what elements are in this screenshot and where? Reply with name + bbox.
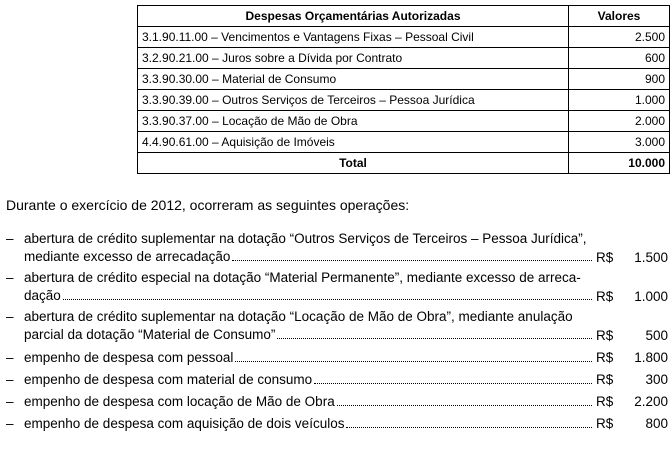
- row-description: 3.1.90.11.00 – Vencimentos e Vantagens Fixas – Pessoal Civil: [138, 27, 569, 48]
- row-description: 4.4.90.61.00 – Aquisição de Imóveis: [138, 132, 569, 153]
- row-value: 900: [569, 69, 670, 90]
- operation-line1: abertura de crédito suplementar na dotação “Locação de Mão de Obra”, mediante anulação: [24, 309, 573, 324]
- operation-line2: dação: [24, 288, 61, 303]
- dash-bullet: –: [6, 350, 14, 365]
- dash-bullet: –: [6, 309, 14, 324]
- operation-text: [24, 230, 594, 266]
- row-value: 2.500: [569, 27, 670, 48]
- operation-text: [24, 308, 594, 344]
- operation-amount: R$ 1.800: [596, 350, 668, 365]
- table-row: [138, 48, 670, 69]
- intro-text: Durante o exercício de 2012, ocorreram as seguintes operações:: [6, 197, 410, 213]
- dash-bullet: –: [6, 394, 14, 409]
- operation-line2: empenho de despesa com material de consumo: [24, 372, 313, 387]
- list-item: [0, 415, 672, 437]
- list-item: [0, 393, 672, 415]
- list-item: [0, 308, 672, 347]
- operation-amount: R$ 500: [596, 328, 668, 343]
- table-row: [138, 69, 670, 90]
- operation-line1: abertura de crédito especial na dotação “Material Permanente”, mediante excesso de arreca-: [24, 270, 581, 285]
- dot-leader: [63, 298, 592, 300]
- total-label: Total: [138, 153, 569, 174]
- operation-text: [24, 269, 594, 305]
- list-item: [0, 230, 672, 269]
- table-row: [138, 111, 670, 132]
- row-description: 3.3.90.39.00 – Outros Serviços de Terceiros – Pessoa Jurídica: [138, 90, 569, 111]
- dot-leader: [346, 426, 592, 428]
- list-item: [0, 371, 672, 393]
- operation-text: [24, 415, 594, 433]
- dash-bullet: –: [6, 270, 14, 285]
- table-row: [138, 27, 670, 48]
- operation-text: [24, 349, 594, 367]
- header-values: Valores: [569, 6, 670, 27]
- list-item: [0, 349, 672, 371]
- dash-bullet: –: [6, 372, 14, 387]
- row-description: 3.2.90.21.00 – Juros sobre a Dívida por Contrato: [138, 48, 569, 69]
- table-row: [138, 132, 670, 153]
- row-description: 3.3.90.37.00 – Locação de Mão de Obra: [138, 111, 569, 132]
- operation-line2: empenho de despesa com aquisição de dois veículos: [24, 416, 345, 431]
- operation-amount: R$ 1.500: [596, 250, 668, 265]
- budget-table: [137, 5, 670, 174]
- list-item: [0, 269, 672, 308]
- total-value: 10.000: [569, 153, 670, 174]
- operation-amount: R$ 1.000: [596, 289, 668, 304]
- row-value: 3.000: [569, 132, 670, 153]
- operation-amount: R$ 2.200: [596, 394, 668, 409]
- operation-text: [24, 371, 594, 389]
- operation-text: [24, 393, 594, 411]
- operations-list: [0, 230, 672, 437]
- dash-bullet: –: [6, 231, 14, 246]
- dash-bullet: –: [6, 416, 14, 431]
- operation-line2: mediante excesso de arrecadação: [24, 249, 231, 264]
- operation-line1: abertura de crédito suplementar na dotação “Outros Serviços de Terceiros – Pessoa Jurídica”,: [24, 231, 587, 246]
- row-value: 1.000: [569, 90, 670, 111]
- operation-line2: parcial da dotação “Material de Consumo”: [24, 327, 276, 342]
- table-total-row: [138, 153, 670, 174]
- row-description: 3.3.90.30.00 – Material de Consumo: [138, 69, 569, 90]
- header-description: Despesas Orçamentárias Autorizadas: [138, 6, 569, 27]
- operation-amount: R$ 300: [596, 372, 668, 387]
- operation-line2: empenho de despesa com pessoal: [24, 350, 234, 365]
- dot-leader: [235, 360, 592, 362]
- dot-leader: [232, 259, 592, 261]
- dot-leader: [337, 404, 592, 406]
- table-header-row: [138, 6, 670, 27]
- row-value: 2.000: [569, 111, 670, 132]
- row-value: 600: [569, 48, 670, 69]
- operation-amount: R$ 800: [596, 416, 668, 431]
- operation-line2: empenho de despesa com locação de Mão de Obra: [24, 394, 335, 409]
- table-row: [138, 90, 670, 111]
- dot-leader: [277, 337, 592, 339]
- dot-leader: [314, 382, 592, 384]
